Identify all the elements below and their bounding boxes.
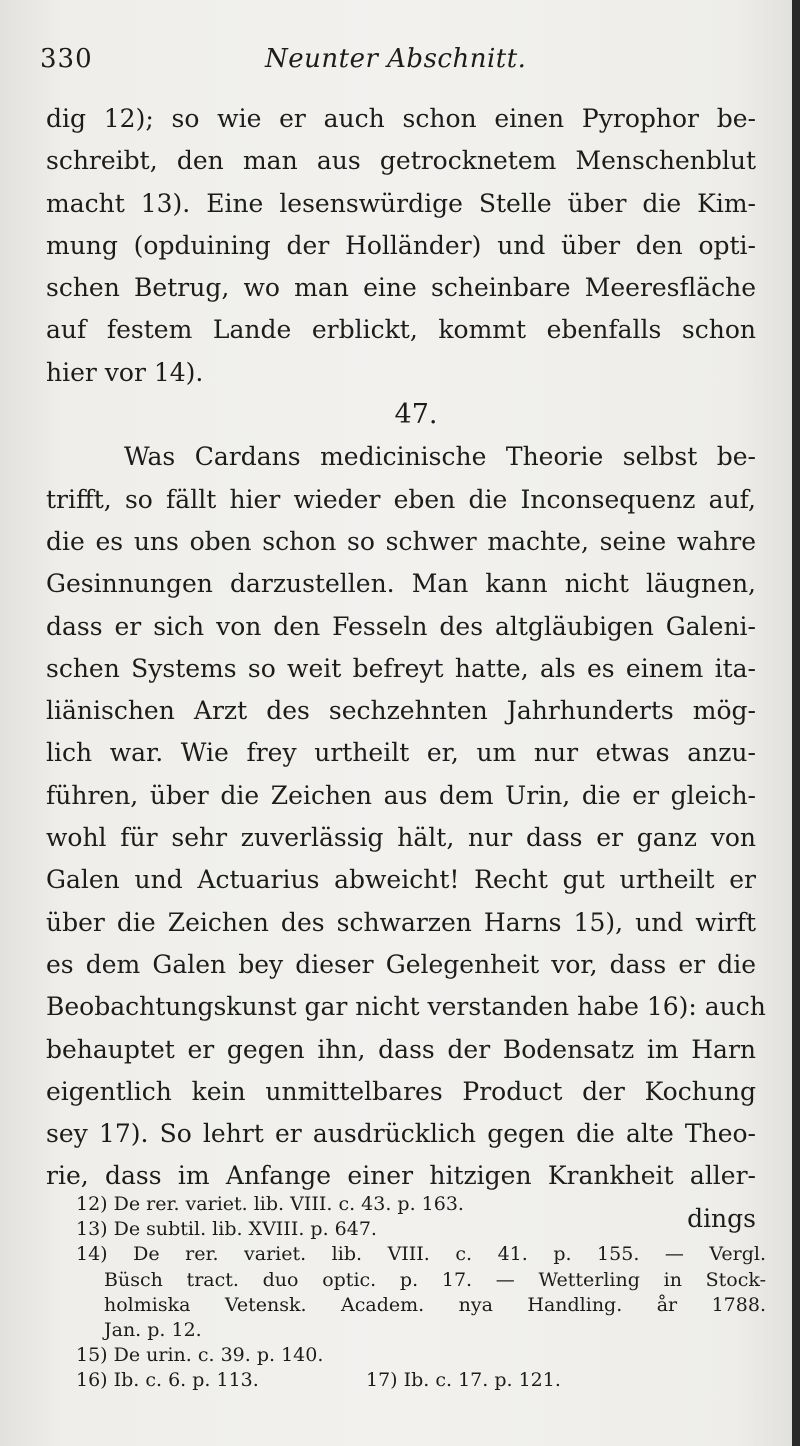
footnote-14-continuation: holmiska Vetensk. Academ. nya Handling. år 1788. [104, 1293, 766, 1316]
footnote-15: 15) De urin. c. 39. p. 140. [76, 1344, 324, 1367]
page-edge-shadow [792, 0, 800, 1446]
footnote-12: 12) De rer. variet. lib. VIII. c. 43. p. 163. [76, 1193, 464, 1215]
footnote-14-continuation: Büsch tract. duo optic. p. 17. — Wetterling in Stock- [104, 1268, 766, 1291]
text-line: Galen und Actuarius abweicht! Recht gut urtheilt er [46, 865, 756, 895]
page-number: 330 [40, 44, 93, 74]
text-line: schen Betrug, wo man eine scheinbare Meeresfläche [46, 273, 756, 303]
section-number: 47. [394, 399, 438, 431]
catchword: dings [687, 1203, 756, 1233]
footnote-17: 17) Ib. c. 17. p. 121. [366, 1369, 561, 1392]
text-line: es dem Galen bey dieser Gelegenheit vor, dass er die [46, 949, 756, 979]
text-line: über die Zeichen des schwarzen Harns 15), und wirft [46, 907, 756, 937]
text-line: liänischen Arzt des sechzehnten Jahrhunderts mög- [46, 696, 756, 726]
running-head: Neunter Abschnitt. [265, 44, 527, 74]
text-line: schen Systems so weit befreyt hatte, als es einem ita- [46, 653, 756, 683]
text-line: eigentlich kein unmittelbares Product der Kochung [46, 1076, 756, 1106]
text-line: dass er sich von den Fesseln des altgläubigen Galeni- [46, 611, 756, 641]
footnote-row [76, 1368, 766, 1393]
text-line: trifft, so fällt hier wieder eben die Inconsequenz auf, [46, 484, 756, 514]
footnotes [76, 1192, 766, 1394]
text-line: rie, dass im Anfange einer hitzigen Krankheit aller- [46, 1161, 756, 1191]
main-text [46, 98, 766, 1240]
footnote-14-continuation: Jan. p. 12. [104, 1318, 202, 1341]
footnote-16: 16) Ib. c. 6. p. 113. [76, 1369, 259, 1392]
text-line: sey 17). So lehrt er ausdrücklich gegen die alte Theo- [46, 1119, 756, 1149]
page-header [40, 44, 760, 84]
text-line: Gesinnungen darzustellen. Man kann nicht läugnen, [46, 569, 756, 599]
text-line: wohl für sehr zuverlässig hält, nur dass er ganz von [46, 823, 756, 853]
text-line: auf festem Lande erblickt, kommt ebenfalls schon [46, 315, 756, 345]
text-line: führen, über die Zeichen aus dem Urin, die er gleich- [46, 780, 756, 810]
text-line: schreibt, den man aus getrocknetem Menschenblut [46, 146, 756, 176]
text-line: Was Cardans medicinische Theorie selbst be- [124, 442, 756, 472]
text-line: behauptet er gegen ihn, dass der Bodensatz im Harn [46, 1034, 756, 1064]
text-line: hier vor 14). [46, 357, 204, 387]
text-line: mung (opduining der Holländer) und über den opti- [46, 230, 756, 260]
text-line: Beobachtungskunst gar nicht verstanden habe 16): auch [46, 992, 766, 1022]
text-line: die es uns oben schon so schwer machte, seine wahre [46, 526, 756, 556]
text-line: dig 12); so wie er auch schon einen Pyrophor be- [46, 104, 756, 133]
text-line: lich war. Wie frey urtheilt er, um nur etwas anzu- [46, 738, 756, 768]
footnote-14: 14) De rer. variet. lib. VIII. c. 41. p. 155. — Vergl. [76, 1243, 766, 1266]
footnote-13: 13) De subtil. lib. XVIII. p. 647. [76, 1218, 377, 1241]
text-line: macht 13). Eine lesenswürdige Stelle über die Kim- [46, 188, 756, 218]
